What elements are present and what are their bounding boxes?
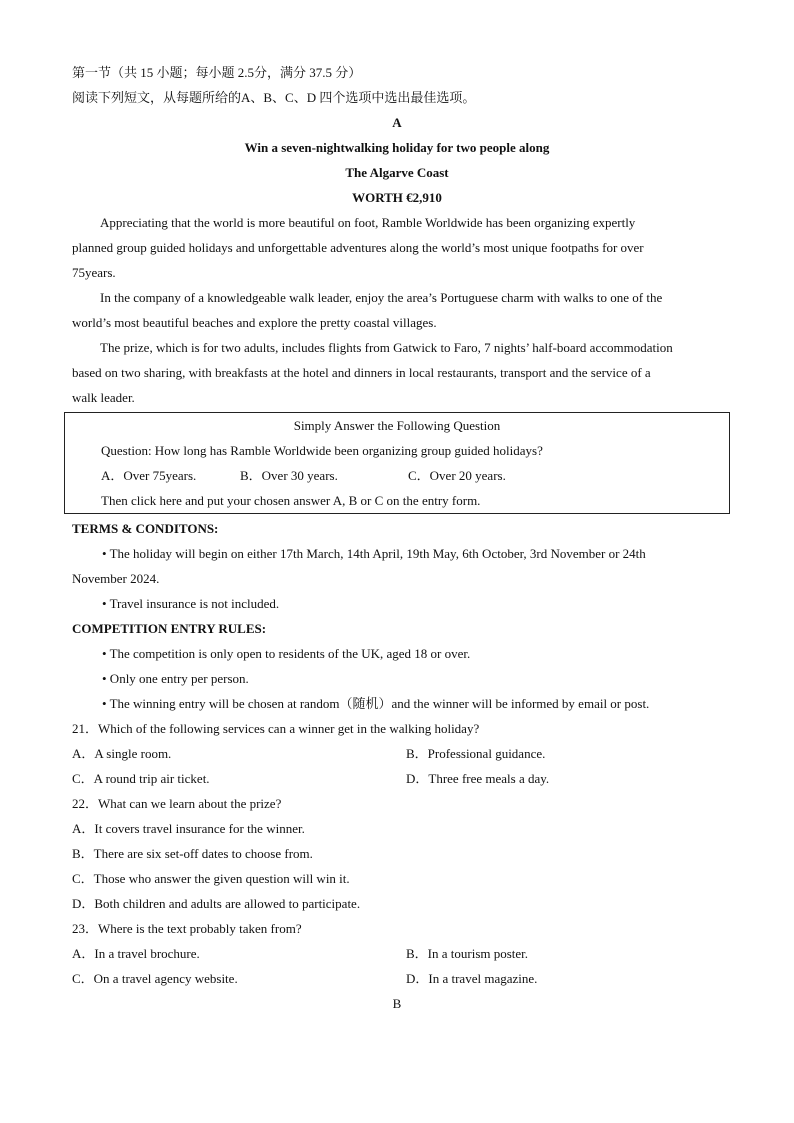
section-header: 第一节（共 15 小题；每小题 2.5分，满分 37.5 分）	[72, 65, 362, 80]
paragraph-line: planned group guided holidays and unforgettable adventures along the world’s most unique footpaths for over	[72, 240, 644, 255]
terms-bullet-1: • The holiday will begin on either 17th March, 14th April, 19th May, 6th October, 3rd November or 24th	[102, 546, 646, 561]
paragraph-line: world’s most beautiful beaches and explore the pretty coastal villages.	[72, 315, 437, 330]
paragraph-line: Appreciating that the world is more beautiful on foot, Ramble Worldwide has been organizing expertly	[100, 215, 636, 230]
box-option-b: B．Over 30 years.	[240, 468, 338, 483]
passage-label: A	[392, 115, 402, 130]
paragraph-line: walk leader.	[72, 390, 135, 405]
paragraph-line: based on two sharing, with breakfasts at the hotel and dinners in local restaurants, transport and the service of a	[72, 365, 651, 380]
question-22-stem: 22．What can we learn about the prize?	[72, 796, 282, 811]
passage-title-line2: The Algarve Coast	[345, 165, 449, 180]
box-option-c: C．Over 20 years.	[408, 468, 506, 483]
passage-worth: WORTH €2,910	[352, 190, 442, 205]
box-option-a: A．Over 75years.	[101, 468, 197, 483]
box-footer: Then click here and put your chosen answer A, B or C on the entry form.	[101, 493, 481, 508]
passage-title-line1: Win a seven-nightwalking holiday for two people along	[244, 140, 550, 155]
box-question: Question: How long has Ramble Worldwide been organizing group guided holidays?	[101, 443, 543, 458]
question-23-options-row2	[72, 966, 722, 991]
option-c[interactable]: C．A round trip air ticket.	[72, 771, 210, 786]
paragraph-line: In the company of a knowledgeable walk leader, enjoy the area’s Portuguese charm with walks to one of the	[100, 290, 663, 305]
question-21-options-row1	[72, 741, 722, 766]
rules-heading: COMPETITION ENTRY RULES:	[72, 621, 267, 636]
question-box	[64, 412, 730, 514]
option-a[interactable]: A．In a travel brochure.	[72, 946, 200, 961]
question-21-stem: 21．Which of the following services can a winner get in the walking holiday?	[72, 721, 480, 736]
box-options	[101, 463, 721, 488]
terms-bullet-1-cont: November 2024.	[72, 571, 160, 586]
paragraph-line: 75years.	[72, 265, 116, 280]
instruction-text: 阅读下列短文，从每题所给的A、B、C、D 四个选项中选出最佳选项。	[72, 90, 476, 105]
paragraph-line: The prize, which is for two adults, includes flights from Gatwick to Faro, 7 nights’ half-board accommodation	[100, 340, 673, 355]
option-c[interactable]: C．On a travel agency website.	[72, 971, 238, 986]
paragraph-1	[72, 210, 722, 285]
terms-heading: TERMS & CONDITONS:	[72, 521, 219, 536]
rules-bullet: • Only one entry per person.	[102, 671, 249, 686]
paragraph-3	[72, 335, 722, 410]
document-page	[72, 60, 722, 1016]
box-heading: Simply Answer the Following Question	[293, 418, 501, 433]
question-21-options-row2	[72, 766, 722, 791]
question-23-options-row1	[72, 941, 722, 966]
option-c[interactable]: C．Those who answer the given question will win it.	[72, 871, 350, 886]
option-b[interactable]: B．In a tourism poster.	[406, 946, 529, 961]
next-passage-label: B	[392, 996, 402, 1011]
option-b[interactable]: B．Professional guidance.	[406, 746, 546, 761]
option-d[interactable]: D．In a travel magazine.	[406, 971, 538, 986]
option-d[interactable]: D．Both children and adults are allowed to participate.	[72, 896, 361, 911]
rules-bullet: • The winning entry will be chosen at random（随机）and the winner will be informed by email or post.	[102, 696, 650, 711]
option-b[interactable]: B．There are six set-off dates to choose from.	[72, 846, 313, 861]
question-23-stem: 23．Where is the text probably taken from?	[72, 921, 302, 936]
rules-bullet: • The competition is only open to residents of the UK, aged 18 or over.	[102, 646, 471, 661]
terms-bullet-2: • Travel insurance is not included.	[102, 596, 280, 611]
option-a[interactable]: A．A single room.	[72, 746, 172, 761]
option-a[interactable]: A．It covers travel insurance for the winner.	[72, 821, 305, 836]
paragraph-2	[72, 285, 722, 335]
option-d[interactable]: D．Three free meals a day.	[406, 771, 550, 786]
